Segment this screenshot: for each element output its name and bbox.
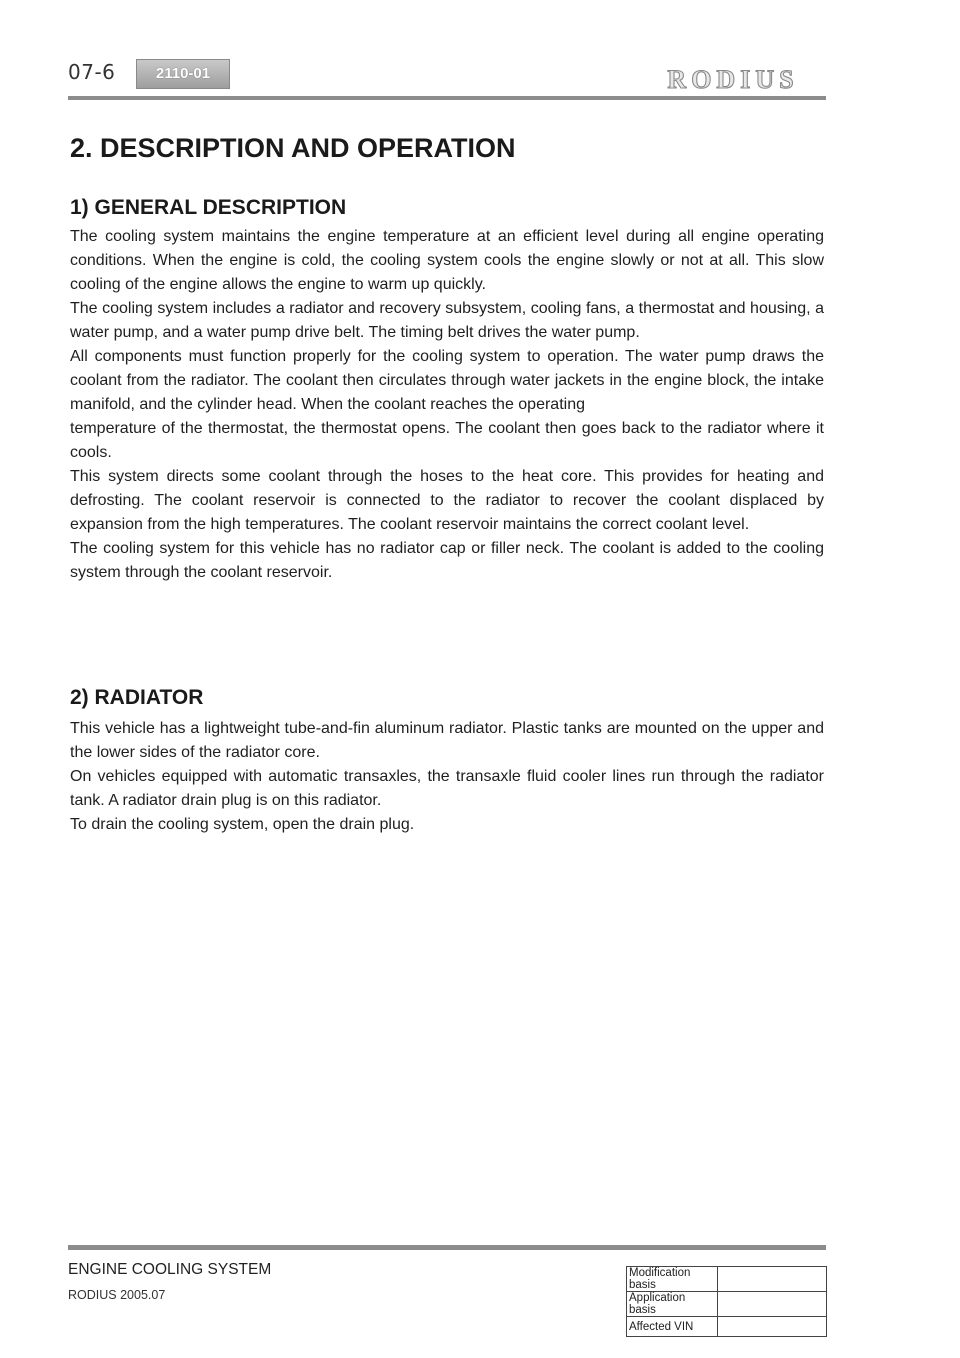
revision-info-table (626, 1266, 827, 1337)
meta-label: Affected VIN (627, 1317, 718, 1337)
footer-title: ENGINE COOLING SYSTEM (68, 1261, 272, 1278)
paragraph: temperature of the thermostat, the thermostat opens. The coolant then goes back to the radiator where it cools. (70, 420, 824, 461)
table-row (627, 1317, 827, 1337)
footer-divider (68, 1245, 826, 1250)
paragraph: The cooling system maintains the engine temperature at an efficient level during all engine operating conditions. When the engine is cold, the cooling system cools the engine slowly or not at all. This slow cooling of the engine allows the engine to warm up quickly. (70, 228, 824, 293)
table-row (627, 1267, 827, 1292)
paragraph: To drain the cooling system, open the drain plug. (70, 816, 415, 833)
paragraph: The cooling system for this vehicle has no radiator cap or filler neck. The coolant is added to the cooling system through the coolant reservoir. (70, 540, 824, 581)
paragraph: The cooling system includes a radiator and recovery subsystem, cooling fans, a thermostat and housing, a water pump, and a water pump drive belt. The timing belt drives the water pump. (70, 300, 824, 341)
footer-subtitle: RODIUS 2005.07 (68, 1288, 166, 1302)
section-code-badge: 2110-01 (136, 59, 230, 89)
page-number: 07-6 (68, 60, 116, 84)
meta-value (718, 1292, 827, 1317)
brand-wordmark: RODIUS (667, 65, 799, 94)
meta-label: Modification basis (627, 1267, 718, 1292)
meta-value (718, 1317, 827, 1337)
paragraph: This system directs some coolant through the hoses to the heat core. This provides for heating and defrosting. The coolant reservoir is connected to the radiator to recover the coolant displaced by expansion from the high temperatures. The coolant reservoir maintains the correct coolant level. (70, 468, 824, 533)
paragraph: All components must function properly for the cooling system to operation. The water pump draws the coolant from the radiator. The coolant then circulates through water jackets in the engine block, the intake manifold, and the cylinder head. When the coolant reaches the operating (70, 348, 824, 413)
page-title: 2. DESCRIPTION AND OPERATION (70, 133, 516, 163)
section-heading-radiator: 2) RADIATOR (70, 686, 204, 709)
paragraph: This vehicle has a lightweight tube-and-fin aluminum radiator. Plastic tanks are mounted on the upper and the lower sides of the radiator core. (70, 720, 824, 761)
paragraph: On vehicles equipped with automatic transaxles, the transaxle fluid cooler lines run through the radiator tank. A radiator drain plug is on this radiator. (70, 768, 824, 809)
section-body-general-description (70, 225, 824, 585)
section-heading-general-description: 1) GENERAL DESCRIPTION (70, 196, 347, 219)
meta-value (718, 1267, 827, 1292)
header-divider (68, 96, 826, 100)
section-body-radiator (70, 717, 824, 837)
meta-label: Application basis (627, 1292, 718, 1317)
table-row (627, 1292, 827, 1317)
brand-logo (640, 60, 826, 96)
